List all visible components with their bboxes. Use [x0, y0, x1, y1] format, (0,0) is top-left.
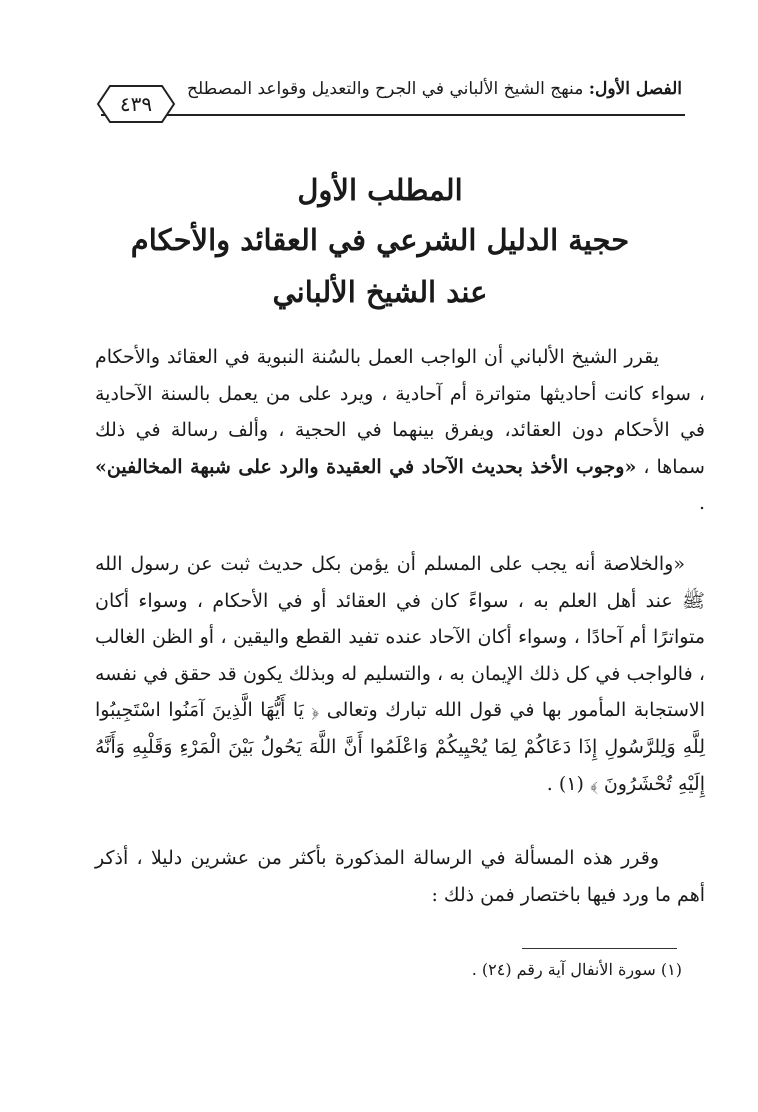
chapter-label: الفصل الأول: [588, 79, 682, 99]
paragraph-1-end: . [698, 492, 705, 515]
quran-verse: ﴿ يَا أَيُّهَا الَّذِينَ آمَنُوا اسْتَجِيبُوا لِلَّهِ وَلِلرَّسُولِ إِذَا دَعَاكُمْ لِمَا يُحْيِيكُمْ وَاعْلَمُوا أَنَّ اللَّهَ يَحُولُ بَيْنَ الْمَرْءِ وَقَلْبِهِ وَأَنَّهُ إِلَيْهِ تُحْشَرُونَ ﴾ [95, 699, 705, 795]
paragraph-1 [95, 339, 705, 522]
chapter-title: منهج الشيخ الألباني في الجرح والتعديل وقواعد المصطلح [187, 79, 584, 99]
section-title-line1: حجية الدليل الشرعي في العقائد والأحكام [130, 223, 630, 257]
book-title: «وجوب الأخذ بحديث الآحاد في العقيدة والرد على شبهة المخالفين» [95, 455, 637, 478]
paragraph-2-text: «والخلاصة أنه يجب على المسلم أن يؤمن بكل حديث ثبت عن رسول الله ﷺ عند أهل العلم به ، سواءً كان في العقائد أو في الأحكام ، وسواء أكان متواترًا أم آحادًا ، وسواء أكان الآحاد عنده تفيد القطع واليقين ، أو الظن الغالب ، فالواجب في كل ذلك الإيمان به ، والتسليم له وبذلك يكون قد حقق في نفسه الاستجابة المأمور بها في قول الله تبارك وتعالى [95, 553, 705, 722]
header-rule [101, 114, 685, 116]
paragraph-1-text: يقرر الشيخ الألباني أن الواجب العمل بالسُنة النبوية في العقائد والأحكام ، سواء كانت أحاديثها متواترة أم آحادية ، ويرد على من يعمل بالسنة الآحادية في الأحكام دون العقائد، ويفرق بينهما في الحجية ، وألف رسالة في ذلك سماها ، [95, 346, 705, 478]
footnote-number: (١) [660, 960, 682, 979]
footnote-rule [522, 948, 677, 949]
paragraph-2 [95, 546, 705, 802]
page-number-badge [96, 82, 176, 126]
footnote [300, 958, 682, 982]
running-header [120, 72, 682, 106]
footnote-reference: (١) [558, 772, 584, 795]
subsection-label: المطلب الأول [297, 173, 463, 207]
page-number: ٤٣٩ [119, 92, 153, 116]
paragraph-2-end: . [546, 772, 559, 795]
footnote-text: سورة الأنفال آية رقم (٢٤) . [471, 960, 661, 979]
paragraph-3: وقرر هذه المسألة في الرسالة المذكورة بأكثر من عشرين دليلا ، أذكر أهم ما ورد فيها باختصار فمن ذلك : [95, 847, 705, 906]
section-title-line2: عند الشيخ الألباني [272, 275, 488, 309]
